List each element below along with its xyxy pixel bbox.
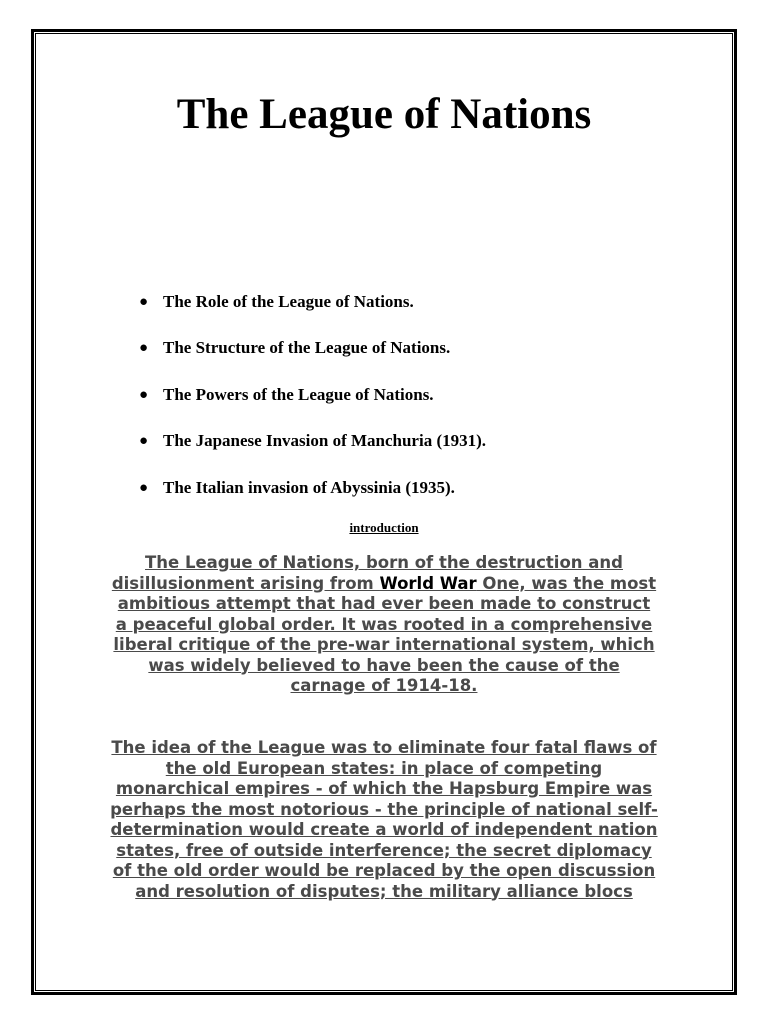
bullet-icon: ● <box>139 479 149 496</box>
contents-item <box>139 476 486 500</box>
contents-item <box>139 336 486 360</box>
intro-paragraph-1 <box>110 553 658 697</box>
contents-item-label: The Italian invasion of Abyssinia (1935). <box>163 477 455 497</box>
contents-list <box>139 290 487 522</box>
world-war-link[interactable]: World War <box>379 573 477 593</box>
contents-item <box>139 383 486 407</box>
page-title: The League of Nations <box>176 91 592 138</box>
bullet-icon: ● <box>139 294 149 310</box>
intro-paragraph-2: The idea of the League was to eliminate four fatal flaws of the old European states: in place of competing monarchical empires - of which the Hapsburg Empire was perhaps the most notorious - the principle of national self-determination would create a world of independent nation states, free of outside interference; the secret diplomacy of the old order would be replaced by the open discussion and resolution of disputes; the military alliance blocs <box>110 738 658 901</box>
contents-item-label: The Powers of the League of Nations. <box>163 384 434 404</box>
contents-item-label: The Role of the League of Nations. <box>163 292 414 311</box>
contents-item-label: The Japanese Invasion of Manchuria (1931). <box>163 431 487 451</box>
paragraph-text: The League of Nations, born of the destruction and disillusionment arising from <box>111 553 623 593</box>
contents-item <box>139 290 486 314</box>
contents-item <box>139 429 487 453</box>
bullet-icon: ● <box>139 433 149 450</box>
bullet-icon: ● <box>139 340 149 357</box>
paragraph-text: One, was the most ambitious attempt that had ever been made to construct a peaceful global order. It was rooted in a comprehensive liberal critique of the pre-war international system, which was widely believed to have been the cause of the carnage of 1914-18. <box>113 573 657 695</box>
contents-item-label: The Structure of the League of Nations. <box>163 338 451 358</box>
bullet-icon: ● <box>139 386 149 403</box>
section-heading-introduction: introduction <box>349 520 419 535</box>
